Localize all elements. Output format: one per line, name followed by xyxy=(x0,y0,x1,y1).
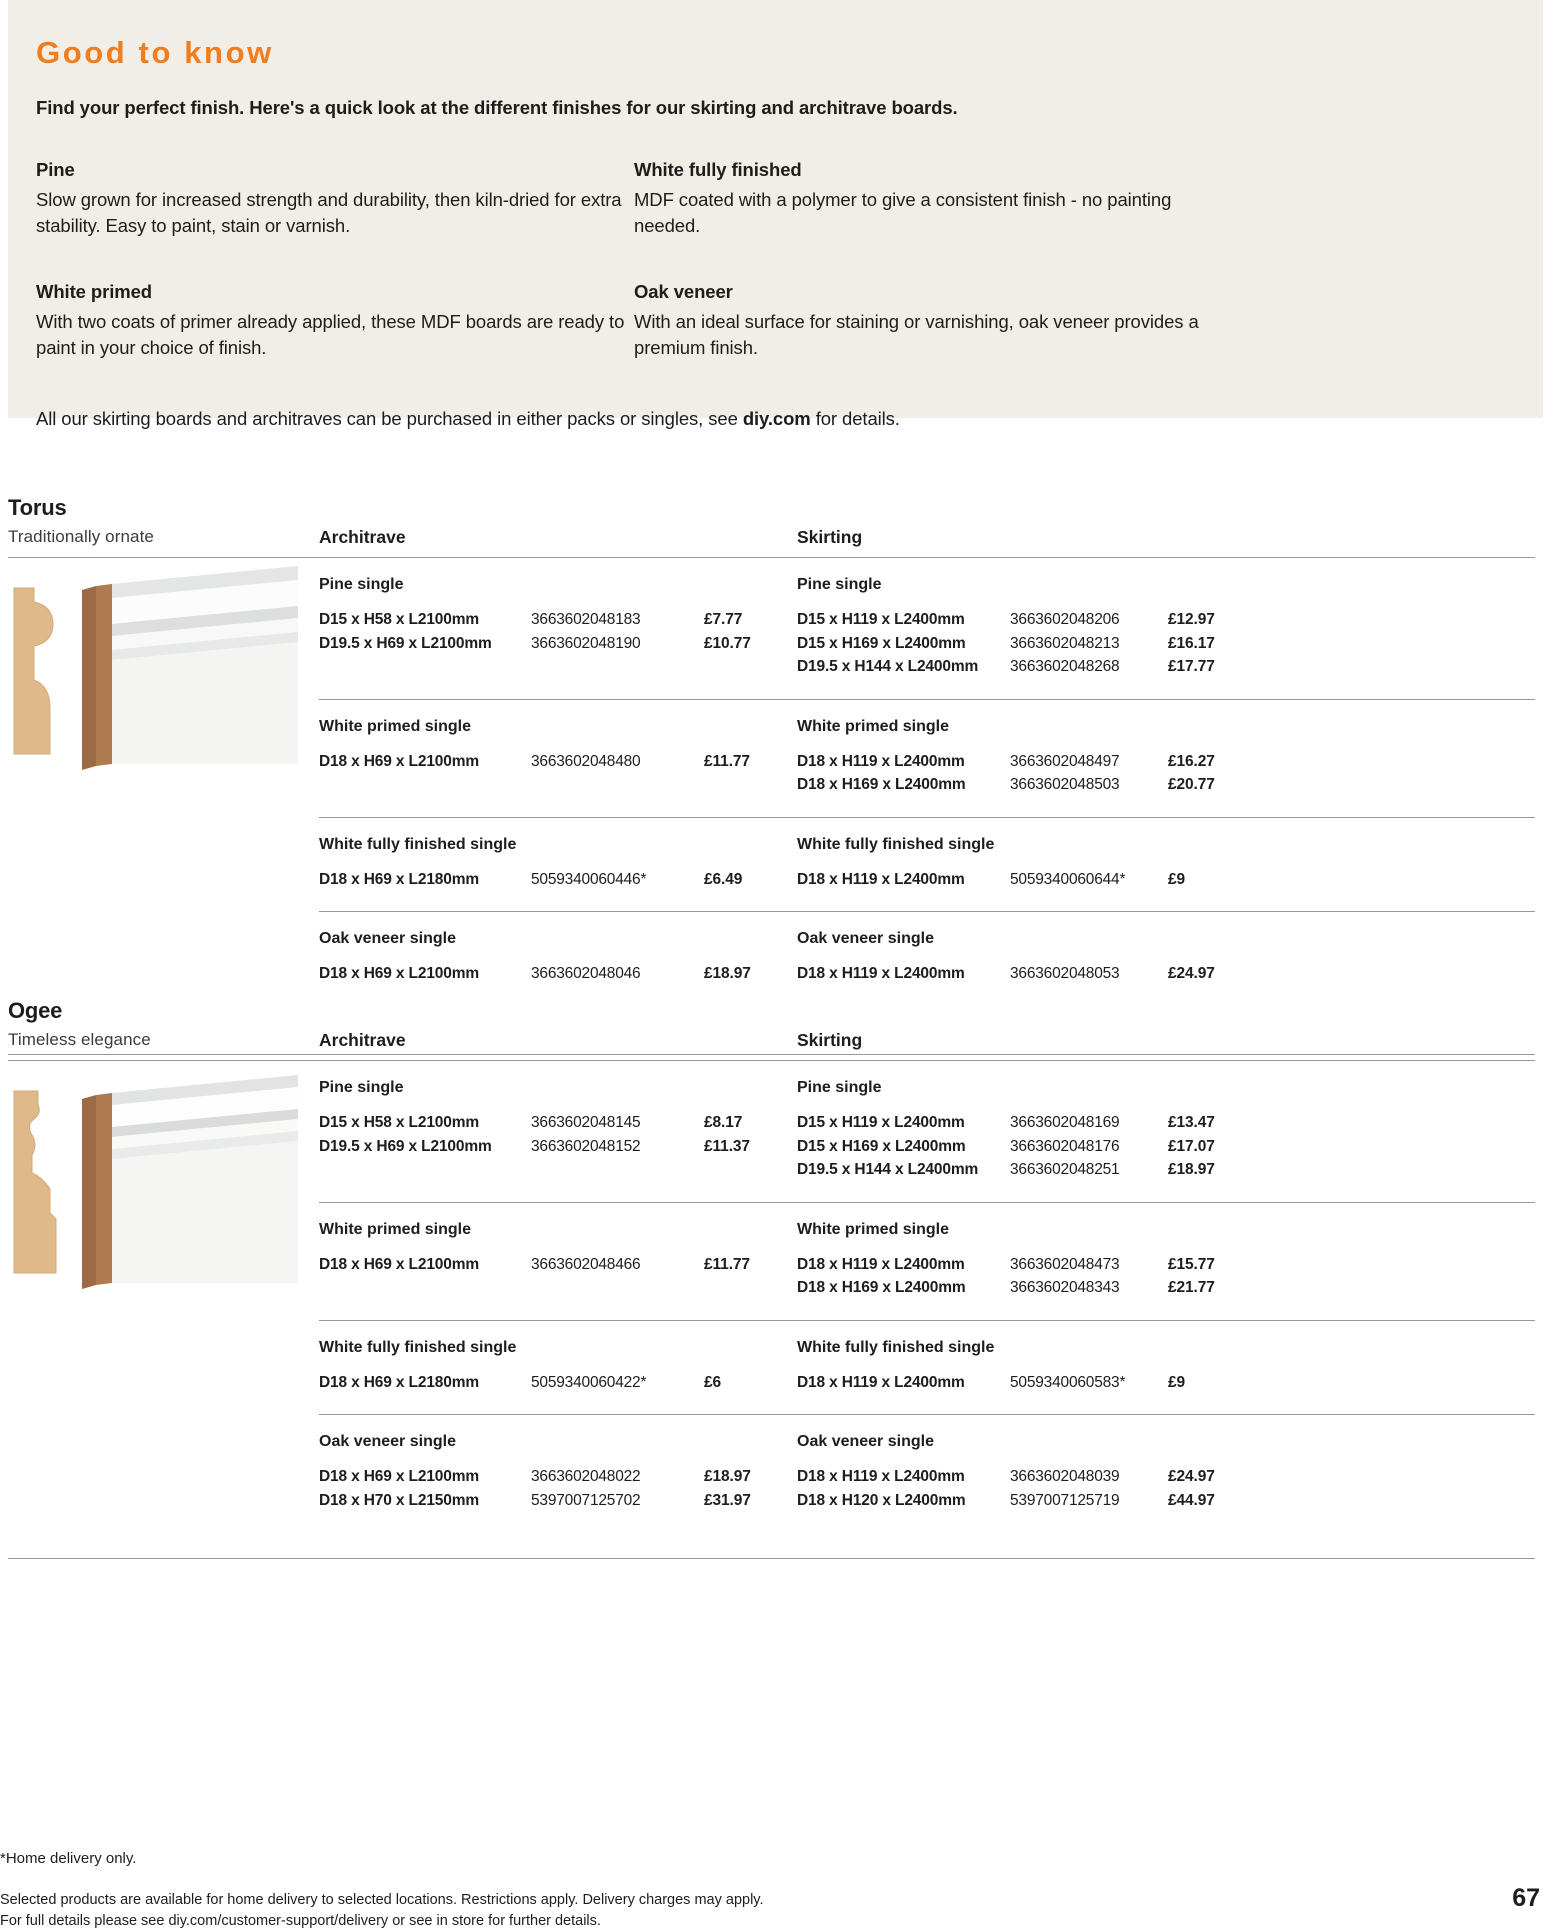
finish-body: Slow grown for increased strength and durability, then kiln-dried for extra stability. Easy to paint, stain or varnish. xyxy=(36,189,622,237)
delivery-disclaimer xyxy=(0,1890,1550,1932)
spec-row xyxy=(797,750,1535,774)
price: £7.77 xyxy=(704,611,743,628)
spec-group-title: Oak veneer single xyxy=(319,1433,456,1451)
price: £15.77 xyxy=(1168,1255,1215,1273)
spec-rows-ogee xyxy=(319,1061,1535,1532)
purchase-note-post: for details. xyxy=(810,408,900,430)
section-title: Torus xyxy=(8,495,67,520)
product-code: 3663602048473 xyxy=(1010,1255,1120,1273)
price: £16.17 xyxy=(1168,634,1215,652)
price: £20.77 xyxy=(1168,776,1215,794)
spec-group xyxy=(319,912,1535,1006)
price: £17.07 xyxy=(1168,1137,1215,1155)
spec-group-architrave xyxy=(319,818,797,912)
spec-group-title: White fully finished single xyxy=(797,835,995,853)
spec-row xyxy=(797,1111,1535,1135)
dimension: D15 x H58 x L2100mm xyxy=(319,611,479,628)
section-tagline: Timeless elegance xyxy=(8,1030,151,1049)
product-code: 3663602048039 xyxy=(1010,1468,1120,1486)
dimension: D15 x H119 x L2400mm xyxy=(797,1114,965,1131)
spec-group-architrave xyxy=(319,912,797,1006)
finish-pine xyxy=(36,159,634,240)
product-code: 3663602048206 xyxy=(1010,611,1120,628)
dimension: D18 x H119 x L2400mm xyxy=(797,1255,965,1273)
price: £18.97 xyxy=(704,965,751,983)
good-to-know-title: Good to know xyxy=(36,35,274,70)
spec-row xyxy=(319,1465,797,1489)
good-to-know-panel xyxy=(8,0,1543,430)
spec-group xyxy=(319,558,1535,700)
price: £18.97 xyxy=(704,1468,751,1486)
purchase-note xyxy=(36,408,1503,430)
product-code: 3663602048022 xyxy=(531,1468,641,1486)
section-title: Ogee xyxy=(8,998,63,1023)
product-code: 3663602048213 xyxy=(1010,634,1120,652)
spec-row xyxy=(797,868,1535,892)
spec-row xyxy=(797,608,1535,632)
price: £13.47 xyxy=(1168,1114,1215,1131)
diy-com-link[interactable]: diy.com xyxy=(742,408,811,430)
spec-row xyxy=(797,1489,1535,1513)
spec-group-title: White primed single xyxy=(797,1220,950,1238)
dimension: D18 x H69 x L2180mm xyxy=(319,870,479,888)
dimension: D18 x H69 x L2180mm xyxy=(319,1373,479,1391)
spec-group-architrave xyxy=(319,1321,797,1415)
spec-group-skirting xyxy=(797,1321,1535,1415)
product-code: 3663602048169 xyxy=(1010,1114,1120,1131)
finish-heading: White primed xyxy=(36,280,152,302)
product-code: 5397007125702 xyxy=(531,1491,641,1509)
price: £6 xyxy=(704,1373,722,1391)
dimension: D18 x H169 x L2400mm xyxy=(797,776,966,794)
spec-row xyxy=(797,773,1535,797)
spec-row xyxy=(319,1489,797,1513)
dimension: D18 x H119 x L2400mm xyxy=(797,965,965,983)
column-header-skirting: Skirting xyxy=(797,1030,863,1050)
product-code: 3663602048268 xyxy=(1010,658,1120,676)
price: £18.97 xyxy=(1168,1161,1215,1179)
spec-group-title: Pine single xyxy=(797,576,882,593)
spec-row xyxy=(319,1111,797,1135)
spec-group-title: Oak veneer single xyxy=(797,930,934,948)
product-code: 3663602048053 xyxy=(1010,965,1120,983)
spec-group-title: White fully finished single xyxy=(797,1338,995,1356)
spec-group-skirting xyxy=(797,1203,1535,1320)
ogee-profile-illustration xyxy=(8,1061,303,1291)
spec-row xyxy=(797,1276,1535,1300)
spec-group-title: White primed single xyxy=(319,1220,472,1238)
price: £10.77 xyxy=(704,634,751,652)
finish-oak-veneer xyxy=(634,281,1232,362)
spec-group-skirting xyxy=(797,700,1535,817)
spec-row xyxy=(797,1253,1535,1277)
spec-group-skirting xyxy=(797,818,1535,912)
spec-group-title: Pine single xyxy=(797,1079,882,1096)
home-delivery-note: *Home delivery only. xyxy=(0,1850,137,1867)
column-header-skirting: Skirting xyxy=(797,527,863,547)
spec-group-architrave xyxy=(319,700,797,817)
product-code: 5059340060422* xyxy=(531,1373,647,1391)
good-to-know-lead: Find your perfect finish. Here's a quick look at the different finishes for our skirting and architrave boards. xyxy=(36,97,958,118)
dimension: D18 x H69 x L2100mm xyxy=(319,1255,479,1273)
spec-row xyxy=(319,632,797,656)
price: £17.77 xyxy=(1168,658,1215,676)
spec-group-title: White fully finished single xyxy=(319,835,517,853)
product-code: 3663602048145 xyxy=(531,1114,641,1131)
spec-group xyxy=(319,700,1535,818)
spec-group xyxy=(319,1061,1535,1203)
product-code: 5059340060644* xyxy=(1010,870,1126,888)
price: £24.97 xyxy=(1168,965,1215,983)
dimension: D19.5 x H144 x L2400mm xyxy=(797,658,979,676)
spec-group-architrave xyxy=(319,1203,797,1320)
column-header-architrave: Architrave xyxy=(319,527,406,547)
profile-image-ogee xyxy=(8,1061,303,1296)
dimension: D19.5 x H69 x L2100mm xyxy=(319,634,492,652)
torus-profile-illustration xyxy=(8,558,303,778)
spec-group-skirting xyxy=(797,1415,1535,1532)
profile-image-torus xyxy=(8,558,303,783)
spec-group-title: Oak veneer single xyxy=(797,1433,934,1451)
price: £8.17 xyxy=(704,1114,743,1131)
spec-group-title: Oak veneer single xyxy=(319,930,456,948)
dimension: D15 x H169 x L2400mm xyxy=(797,1137,966,1155)
spec-row xyxy=(319,1253,797,1277)
spec-group-architrave xyxy=(319,1061,797,1202)
spec-group-skirting xyxy=(797,1061,1535,1202)
spec-group xyxy=(319,1321,1535,1416)
spec-rows-torus xyxy=(319,558,1535,1006)
dimension: D15 x H119 x L2400mm xyxy=(797,611,965,628)
dimension: D18 x H69 x L2100mm xyxy=(319,752,479,770)
finish-body: With two coats of primer already applied, these MDF boards are ready to paint in your choice of finish. xyxy=(36,310,625,358)
section-bottom-rule xyxy=(8,1558,1535,1559)
spec-row xyxy=(797,655,1535,679)
dimension: D18 x H69 x L2100mm xyxy=(319,965,479,983)
dimension: D19.5 x H69 x L2100mm xyxy=(319,1137,492,1155)
dimension: D15 x H169 x L2400mm xyxy=(797,634,966,652)
product-code: 3663602048343 xyxy=(1010,1279,1120,1297)
spec-group-skirting xyxy=(797,912,1535,1006)
spec-group-title: White primed single xyxy=(319,717,472,735)
finish-heading: Oak veneer xyxy=(634,280,733,302)
column-header-architrave: Architrave xyxy=(319,1030,406,1050)
spec-row xyxy=(797,1135,1535,1159)
spec-group-architrave xyxy=(319,1415,797,1532)
product-code: 3663602048046 xyxy=(531,965,641,983)
spec-group-title: White primed single xyxy=(797,717,950,735)
spec-group-title: White fully finished single xyxy=(319,1338,517,1356)
spec-group-title: Pine single xyxy=(319,576,404,593)
dimension: D18 x H119 x L2400mm xyxy=(797,1373,965,1391)
spec-row xyxy=(319,608,797,632)
finish-white-primed xyxy=(36,281,634,362)
price: £11.37 xyxy=(704,1137,750,1155)
dimension: D15 x H58 x L2100mm xyxy=(319,1114,479,1131)
product-code: 3663602048497 xyxy=(1010,752,1120,770)
finishes-column-left xyxy=(36,159,634,361)
delivery-disclaimer-line-2: For full details please see diy.com/customer-support/delivery or see in store for further details. xyxy=(0,1913,601,1930)
dimension: D18 x H70 x L2150mm xyxy=(319,1491,479,1509)
product-code: 3663602048152 xyxy=(531,1137,641,1155)
dimension: D18 x H169 x L2400mm xyxy=(797,1279,966,1297)
spec-row xyxy=(797,1371,1535,1395)
finish-heading: White fully finished xyxy=(634,159,802,180)
purchase-note-pre: All our skirting boards and architraves can be purchased in either packs or singles, see xyxy=(36,408,743,430)
product-section-torus xyxy=(8,495,1535,1055)
price: £44.97 xyxy=(1168,1491,1215,1509)
section-body xyxy=(8,558,1535,1006)
spec-row xyxy=(319,1135,797,1159)
product-code: 3663602048466 xyxy=(531,1255,641,1273)
product-section-ogee xyxy=(8,998,1535,1559)
dimension: D18 x H119 x L2400mm xyxy=(797,752,965,770)
finish-heading: Pine xyxy=(36,159,75,180)
spec-group-title: Pine single xyxy=(319,1079,404,1096)
price: £9 xyxy=(1168,870,1186,888)
finish-body: MDF coated with a polymer to give a consistent finish - no painting needed. xyxy=(634,189,1172,237)
section-body xyxy=(8,1061,1535,1532)
price: £31.97 xyxy=(704,1491,751,1509)
price: £9 xyxy=(1168,1373,1186,1391)
dimension: D18 x H119 x L2400mm xyxy=(797,1468,965,1486)
product-code: 3663602048190 xyxy=(531,634,641,652)
spec-row xyxy=(797,962,1535,986)
product-code: 3663602048480 xyxy=(531,752,641,770)
price: £11.77 xyxy=(704,1255,750,1273)
spec-group xyxy=(319,1415,1535,1532)
spec-row xyxy=(319,1371,797,1395)
spec-row xyxy=(319,750,797,774)
dimension: D18 x H69 x L2100mm xyxy=(319,1468,479,1486)
spec-row xyxy=(319,962,797,986)
spec-row xyxy=(797,632,1535,656)
spec-group-skirting xyxy=(797,558,1535,699)
dimension: D18 x H120 x L2400mm xyxy=(797,1491,966,1509)
section-tagline: Traditionally ornate xyxy=(8,527,154,546)
section-header xyxy=(8,998,1535,1060)
price: £21.77 xyxy=(1168,1279,1215,1297)
product-code: 5059340060583* xyxy=(1010,1373,1126,1391)
section-header xyxy=(8,495,1535,557)
spec-row xyxy=(797,1465,1535,1489)
finishes-columns xyxy=(36,159,1503,361)
spec-group xyxy=(319,1203,1535,1321)
dimension: D18 x H119 x L2400mm xyxy=(797,870,965,888)
price: £6.49 xyxy=(704,870,743,888)
product-code: 5397007125719 xyxy=(1010,1491,1120,1509)
page-number: 67 xyxy=(1512,1884,1540,1912)
finishes-column-right xyxy=(634,159,1232,361)
product-code: 3663602048176 xyxy=(1010,1137,1120,1155)
spec-group xyxy=(319,818,1535,913)
price: £11.77 xyxy=(704,752,750,770)
delivery-disclaimer-line-1: Selected products are available for home delivery to selected locations. Restrictions apply. Delivery charges may apply. xyxy=(0,1892,764,1908)
spec-row xyxy=(797,1158,1535,1182)
dimension: D19.5 x H144 x L2400mm xyxy=(797,1161,979,1179)
product-code: 3663602048183 xyxy=(531,611,641,628)
price: £24.97 xyxy=(1168,1468,1215,1486)
product-code: 5059340060446* xyxy=(531,870,647,888)
price: £16.27 xyxy=(1168,752,1215,770)
spec-group-architrave xyxy=(319,558,797,699)
finish-body: With an ideal surface for staining or varnishing, oak veneer provides a premium finish. xyxy=(634,310,1199,358)
product-code: 3663602048503 xyxy=(1010,776,1120,794)
product-code: 3663602048251 xyxy=(1010,1161,1120,1179)
spec-row xyxy=(319,868,797,892)
price: £12.97 xyxy=(1168,611,1215,628)
finish-white-fully-finished xyxy=(634,159,1232,240)
